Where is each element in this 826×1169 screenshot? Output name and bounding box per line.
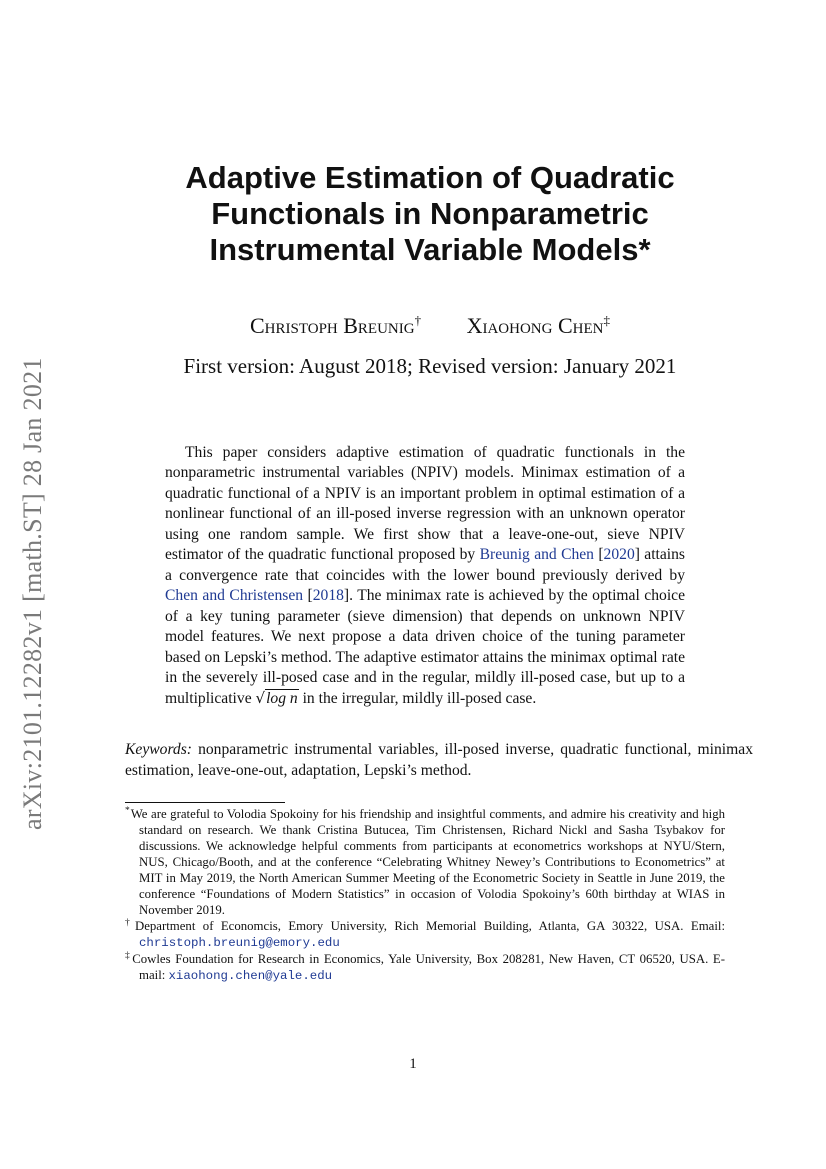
citation-link-breunig-chen[interactable]: Breunig and Chen [479, 546, 594, 564]
abstract-text: This paper considers adaptive estimation of quadratic functionals in the nonparametric instrumental variables (NPIV) models. Minimax estimation of a quadratic functional of a NPIV is an important problem in optimal estimation of a nonlinear functional of an ill-posed inverse regression with an unknown operator using one random sample. We first show that a leave-one-out, sieve NPIV estimator of the quadratic functional proposed by [165, 444, 685, 564]
sqrt-radicand: log n [266, 690, 298, 708]
citation-bracket: ]. [343, 587, 354, 605]
paper-title [110, 160, 750, 268]
author-name: Christoph Breunig [250, 313, 415, 339]
citation-bracket: [ [303, 587, 313, 605]
footnote-text: We are grateful to Volodia Spokoiny for his friendship and insightful comments, and admire his creativity and high standard on research. We thank Cristina Butucea, Tim Christensen, Richard Nickl and Sasha Tsybakov for discussions. We acknowledge helpful comments from participants at econometrics workshops at NYU/Stern, NUS, Chicago/Booth, and at the conference “Celebrating Whitney Newey’s Contributions to Econometrics” at MIT in May 2019, the North American Summer Meeting of the Econometric Society in Seattle in June 2019, the conference “Foundations of Modern Statistics” in occasion of Volodia Spokoiny’s 60th birthday at WIAS in November 2019. [130, 807, 725, 917]
affiliation-mark: † [414, 313, 422, 328]
footnote-affiliation-breunig [125, 918, 725, 951]
author-breunig [250, 313, 421, 338]
arxiv-stamp: arXiv:2101.12282v1 [math.ST] 28 Jan 2021 [18, 357, 47, 830]
email-link-breunig[interactable]: christoph.breunig@emory.edu [139, 936, 340, 950]
footnote-text: Cowles Foundation for Research in Economics, Yale University, Box 208281, New Haven, CT 06520, USA. E-mail: [132, 952, 725, 982]
citation-year-link-2020[interactable]: 2020 [603, 546, 635, 564]
footnote-mark: † [125, 917, 134, 928]
abstract [165, 443, 685, 710]
author-name: Xiaohong Chen [466, 313, 604, 339]
email-link-chen[interactable]: xiaohong.chen@yale.edu [168, 969, 333, 983]
abstract-text: in the irregular, mildly ill-posed case. [298, 690, 537, 708]
footnote-text: Department of Economcis, Emory University, Rich Memorial Building, Atlanta, GA 30322, USA. Email: [134, 919, 725, 933]
title-line: Adaptive Estimation of Quadratic [185, 160, 675, 195]
keywords [125, 739, 753, 781]
citation-bracket: [ [593, 546, 604, 564]
sqrt-symbol: √ [255, 689, 266, 708]
footnote-acknowledgements [125, 806, 725, 918]
footnote-mark: * [125, 805, 130, 816]
keywords-label: Keywords: [125, 741, 192, 758]
keywords-text: nonparametric instrumental variables, ill-posed inverse, quadratic functional, minimax estimation, leave-one-out, adaptation, Lepski’s method. [125, 741, 753, 779]
sqrt-log-n-formula [256, 690, 299, 707]
citation-bracket: ] [634, 546, 640, 564]
version-line: First version: August 2018; Revised version: January 2021 [183, 354, 677, 378]
author-chen [467, 313, 610, 338]
footnote-divider [125, 802, 285, 803]
footnote-affiliation-chen [125, 951, 725, 984]
citation-link-chen-christensen[interactable]: Chen and Christensen [165, 587, 304, 605]
page-number: 1 [409, 1056, 417, 1072]
affiliation-mark: ‡ [603, 313, 610, 328]
title-line: Instrumental Variable Models* [209, 232, 651, 267]
author-list [110, 308, 750, 339]
abstract-paragraph [165, 443, 685, 710]
title-line: Functionals in Nonparametric [211, 196, 649, 231]
abstract-text: attains a convergence rate that coincides with the lower bound previously derived by [165, 546, 686, 584]
citation-year-link-2018[interactable]: 2018 [312, 587, 344, 605]
footnotes [125, 806, 725, 984]
footnote-mark: ‡ [125, 950, 132, 961]
abstract-text: The minimax rate is achieved by the optimal choice of a key tuning parameter (sieve dimension) that depends on unknown NPIV model features. We next propose a data driven choice of the tuning parameter based on Lepski’s method. The adaptive estimator attains the minimax optimal rate in the severely ill-posed case and in the regular, mildly ill-posed case, but up to a multiplicative [165, 587, 685, 708]
